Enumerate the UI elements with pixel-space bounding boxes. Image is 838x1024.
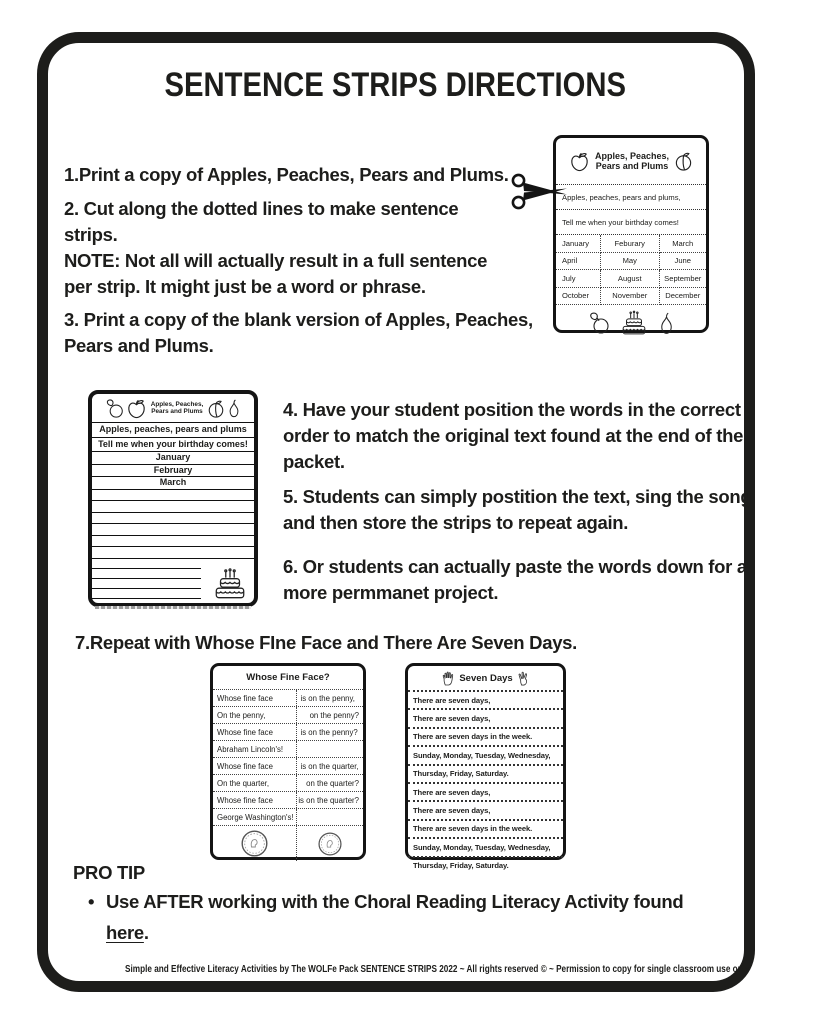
table-row: Whose fine face is on the quarter? [213, 792, 363, 809]
month-cell: April [556, 253, 601, 271]
blank-card-fineprint [95, 606, 251, 609]
step-5-text: 5. Students can simply postition the text, sing the song and then store the strips to repeat again. [283, 486, 752, 533]
filled-song-card [553, 135, 709, 333]
month-cell: December [660, 288, 707, 306]
month-cell: June [660, 253, 707, 271]
step-6-text: 6. Or students can actually paste the words down for a more permmanet project. [283, 556, 747, 603]
table-row: On the penny, on the penny? [213, 707, 363, 724]
blank-song-card [88, 390, 258, 607]
song-strip-row: Apples, peaches, pears and plums, [556, 185, 706, 210]
table-row: There are seven days, [408, 710, 563, 728]
month-cell: January [556, 235, 601, 253]
whose-fine-face-card [210, 663, 366, 860]
blank-strip-row [92, 547, 254, 559]
pro-tip-bullet [88, 886, 728, 948]
filled-card-title: Apples, Peaches, Pears and Plums [594, 150, 670, 171]
hand-five-icon [442, 671, 455, 686]
filled-card-footer-icons [556, 305, 706, 340]
blank-writing-lines [92, 559, 254, 605]
pear-icon [227, 399, 241, 418]
month-cell: October [556, 288, 601, 306]
months-grid [556, 235, 706, 305]
copyright-footer: Simple and Effective Literacy Activities by The WOLFe Pack SENTENCE STRIPS 2022 ~ All rights reserved © ~ Permission to copy for single classroom use only [125, 963, 750, 975]
table-row: There are seven days, [408, 784, 563, 802]
coin-row [213, 826, 363, 861]
song-strip-row: Tell me when your birthday comes! [556, 210, 706, 235]
table-row: Abraham Lincoln's! [213, 741, 363, 758]
month-cell: August [601, 270, 660, 288]
blank-strip-row [92, 490, 254, 502]
blank-strip-row [92, 524, 254, 536]
table-row: Whose fine face is on the penny? [213, 724, 363, 741]
here-link[interactable]: here [106, 922, 144, 943]
bullet-point: • [88, 891, 95, 912]
blank-card-header [92, 394, 254, 423]
table-row: Thursday, Friday, Saturday. [413, 861, 509, 871]
blank-strip-row [92, 501, 254, 513]
table-row: Sunday, Monday, Tuesday, Wednesday, [408, 839, 563, 857]
month-cell: November [601, 288, 660, 306]
table-row: There are seven days, [408, 692, 563, 710]
plum-icon [588, 312, 610, 334]
table-row: Whose fine face is on the quarter, [213, 758, 363, 775]
blank-strip-row [92, 513, 254, 525]
apple-icon [126, 398, 147, 419]
note-text: NOTE: Not all will actually result in a full sentence per strip. It might just be a word or phrase. [64, 250, 488, 297]
table-row: There are seven days in the week. [408, 821, 563, 839]
penny-coin-icon [296, 826, 364, 861]
table-row: Sunday, Monday, Tuesday, Wednesday, [408, 747, 563, 765]
step-3-text: 3. Print a copy of the blank version of Apples, Peaches, Pears and Plums. [64, 309, 533, 356]
blank-strip-row: January [92, 452, 254, 465]
steps-1-3-block [64, 162, 534, 359]
peach-icon [674, 151, 693, 171]
pear-icon [658, 312, 675, 335]
table-row: Whose fine face is on the penny, [213, 690, 363, 707]
step-2-text: 2. Cut along the dotted lines to make sentence strips. [64, 198, 459, 245]
table-row: Thursday, Friday, Saturday. [408, 766, 563, 784]
page-title: SENTENCE STRIPS DIRECTIONS [164, 66, 627, 104]
month-cell: May [601, 253, 660, 271]
month-cell: March [660, 235, 707, 253]
blank-strip-row [92, 536, 254, 548]
birthday-cake-icon [211, 568, 249, 601]
month-cell: September [660, 270, 707, 288]
table-row: On the quarter, on the quarter? [213, 775, 363, 792]
seven-days-card [405, 663, 566, 871]
table-row: George Washington's! [213, 809, 363, 826]
table-row: There are seven days in the week. [408, 729, 563, 747]
table-row: There are seven days, [408, 802, 563, 820]
seven-days-card-title: Seven Days [459, 672, 513, 684]
plum-icon [105, 399, 124, 418]
blank-card-title: Apples, Peaches, Pears and Plums [150, 400, 204, 415]
scissors-icon [511, 171, 569, 213]
blank-strip-row: March [92, 477, 254, 490]
step-4-text: 4. Have your student position the words in the correct order to match the original text found at the end of the packet. [283, 399, 744, 472]
quarter-coin-icon [213, 826, 296, 861]
seven-days-card-header [408, 666, 563, 692]
filled-card-header [556, 138, 706, 185]
blank-strip-row: Tell me when your birthday comes! [92, 438, 254, 453]
blank-strip-row: February [92, 465, 254, 478]
pro-tip-heading: PRO TIP [73, 862, 145, 883]
step-7-text: 7.Repeat with Whose FIne Face and There Are Seven Days. [75, 632, 578, 653]
month-cell: July [556, 270, 601, 288]
peach-icon [207, 399, 225, 418]
blank-strip-row: Apples, peaches, pears and plums [92, 423, 254, 438]
month-cell: Feburary [601, 235, 660, 253]
birthday-cake-icon [619, 310, 649, 337]
steps-4-6-block [283, 397, 757, 606]
pro-tip-text: Use AFTER working with the Choral Reading Literacy Activity found here. [106, 891, 684, 943]
fine-face-card-title: Whose Fine Face? [213, 666, 363, 690]
hand-two-icon [517, 671, 529, 686]
apple-icon [569, 151, 590, 172]
step-1-text: 1.Print a copy of Apples, Peaches, Pears and Plums. [64, 164, 509, 185]
